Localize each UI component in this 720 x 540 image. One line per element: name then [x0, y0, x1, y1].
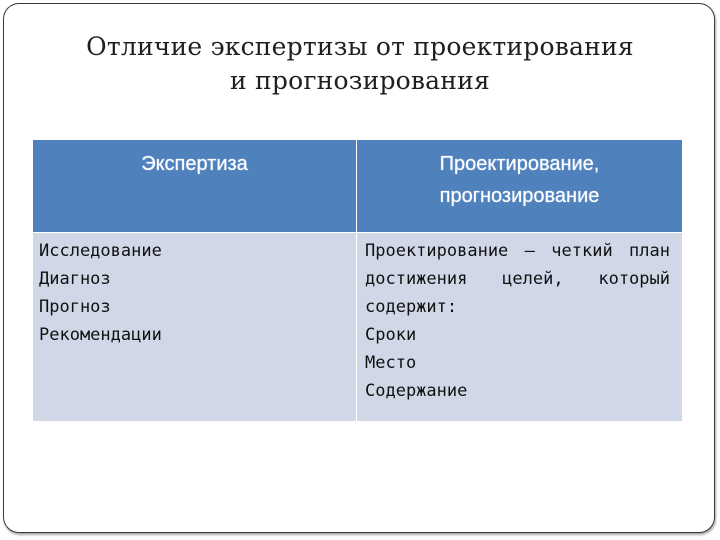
header-expertise-label: Экспертиза: [141, 153, 248, 175]
table-header-row: [33, 140, 683, 233]
list-item: Прогноз: [39, 297, 111, 317]
list-item: Рекомендации: [39, 325, 162, 345]
title-line-1: Отличие экспертизы от проектирования: [86, 32, 634, 61]
word: Проектирование: [365, 241, 509, 261]
list-item: Сроки: [365, 325, 417, 345]
word: четкий: [551, 241, 613, 261]
word: достижения: [365, 269, 468, 289]
word: целей,: [502, 269, 564, 289]
header-design-label-line-2: прогнозирование: [439, 185, 600, 207]
word: план: [629, 241, 670, 261]
list-item: Место: [365, 353, 417, 373]
header-design-label-line-1: Проектирование,: [439, 153, 600, 175]
list-item: Диагноз: [39, 269, 111, 289]
design-intro-line-1: [365, 237, 670, 265]
design-intro-line-3: содержит:: [365, 297, 458, 317]
word: который: [598, 269, 670, 289]
design-intro-line-2: [365, 265, 670, 293]
word: –: [524, 241, 535, 261]
comparison-table: [32, 139, 683, 422]
list-item: Содержание: [365, 381, 468, 401]
header-design-forecast: [357, 140, 683, 233]
table-body-row: [33, 233, 683, 422]
expertise-cell: [33, 233, 357, 422]
slide-title: [40, 30, 680, 98]
list-item: Исследование: [39, 241, 162, 261]
design-cell: [357, 233, 683, 422]
title-line-2: и прогнозирования: [230, 66, 490, 95]
header-expertise: [33, 140, 357, 233]
